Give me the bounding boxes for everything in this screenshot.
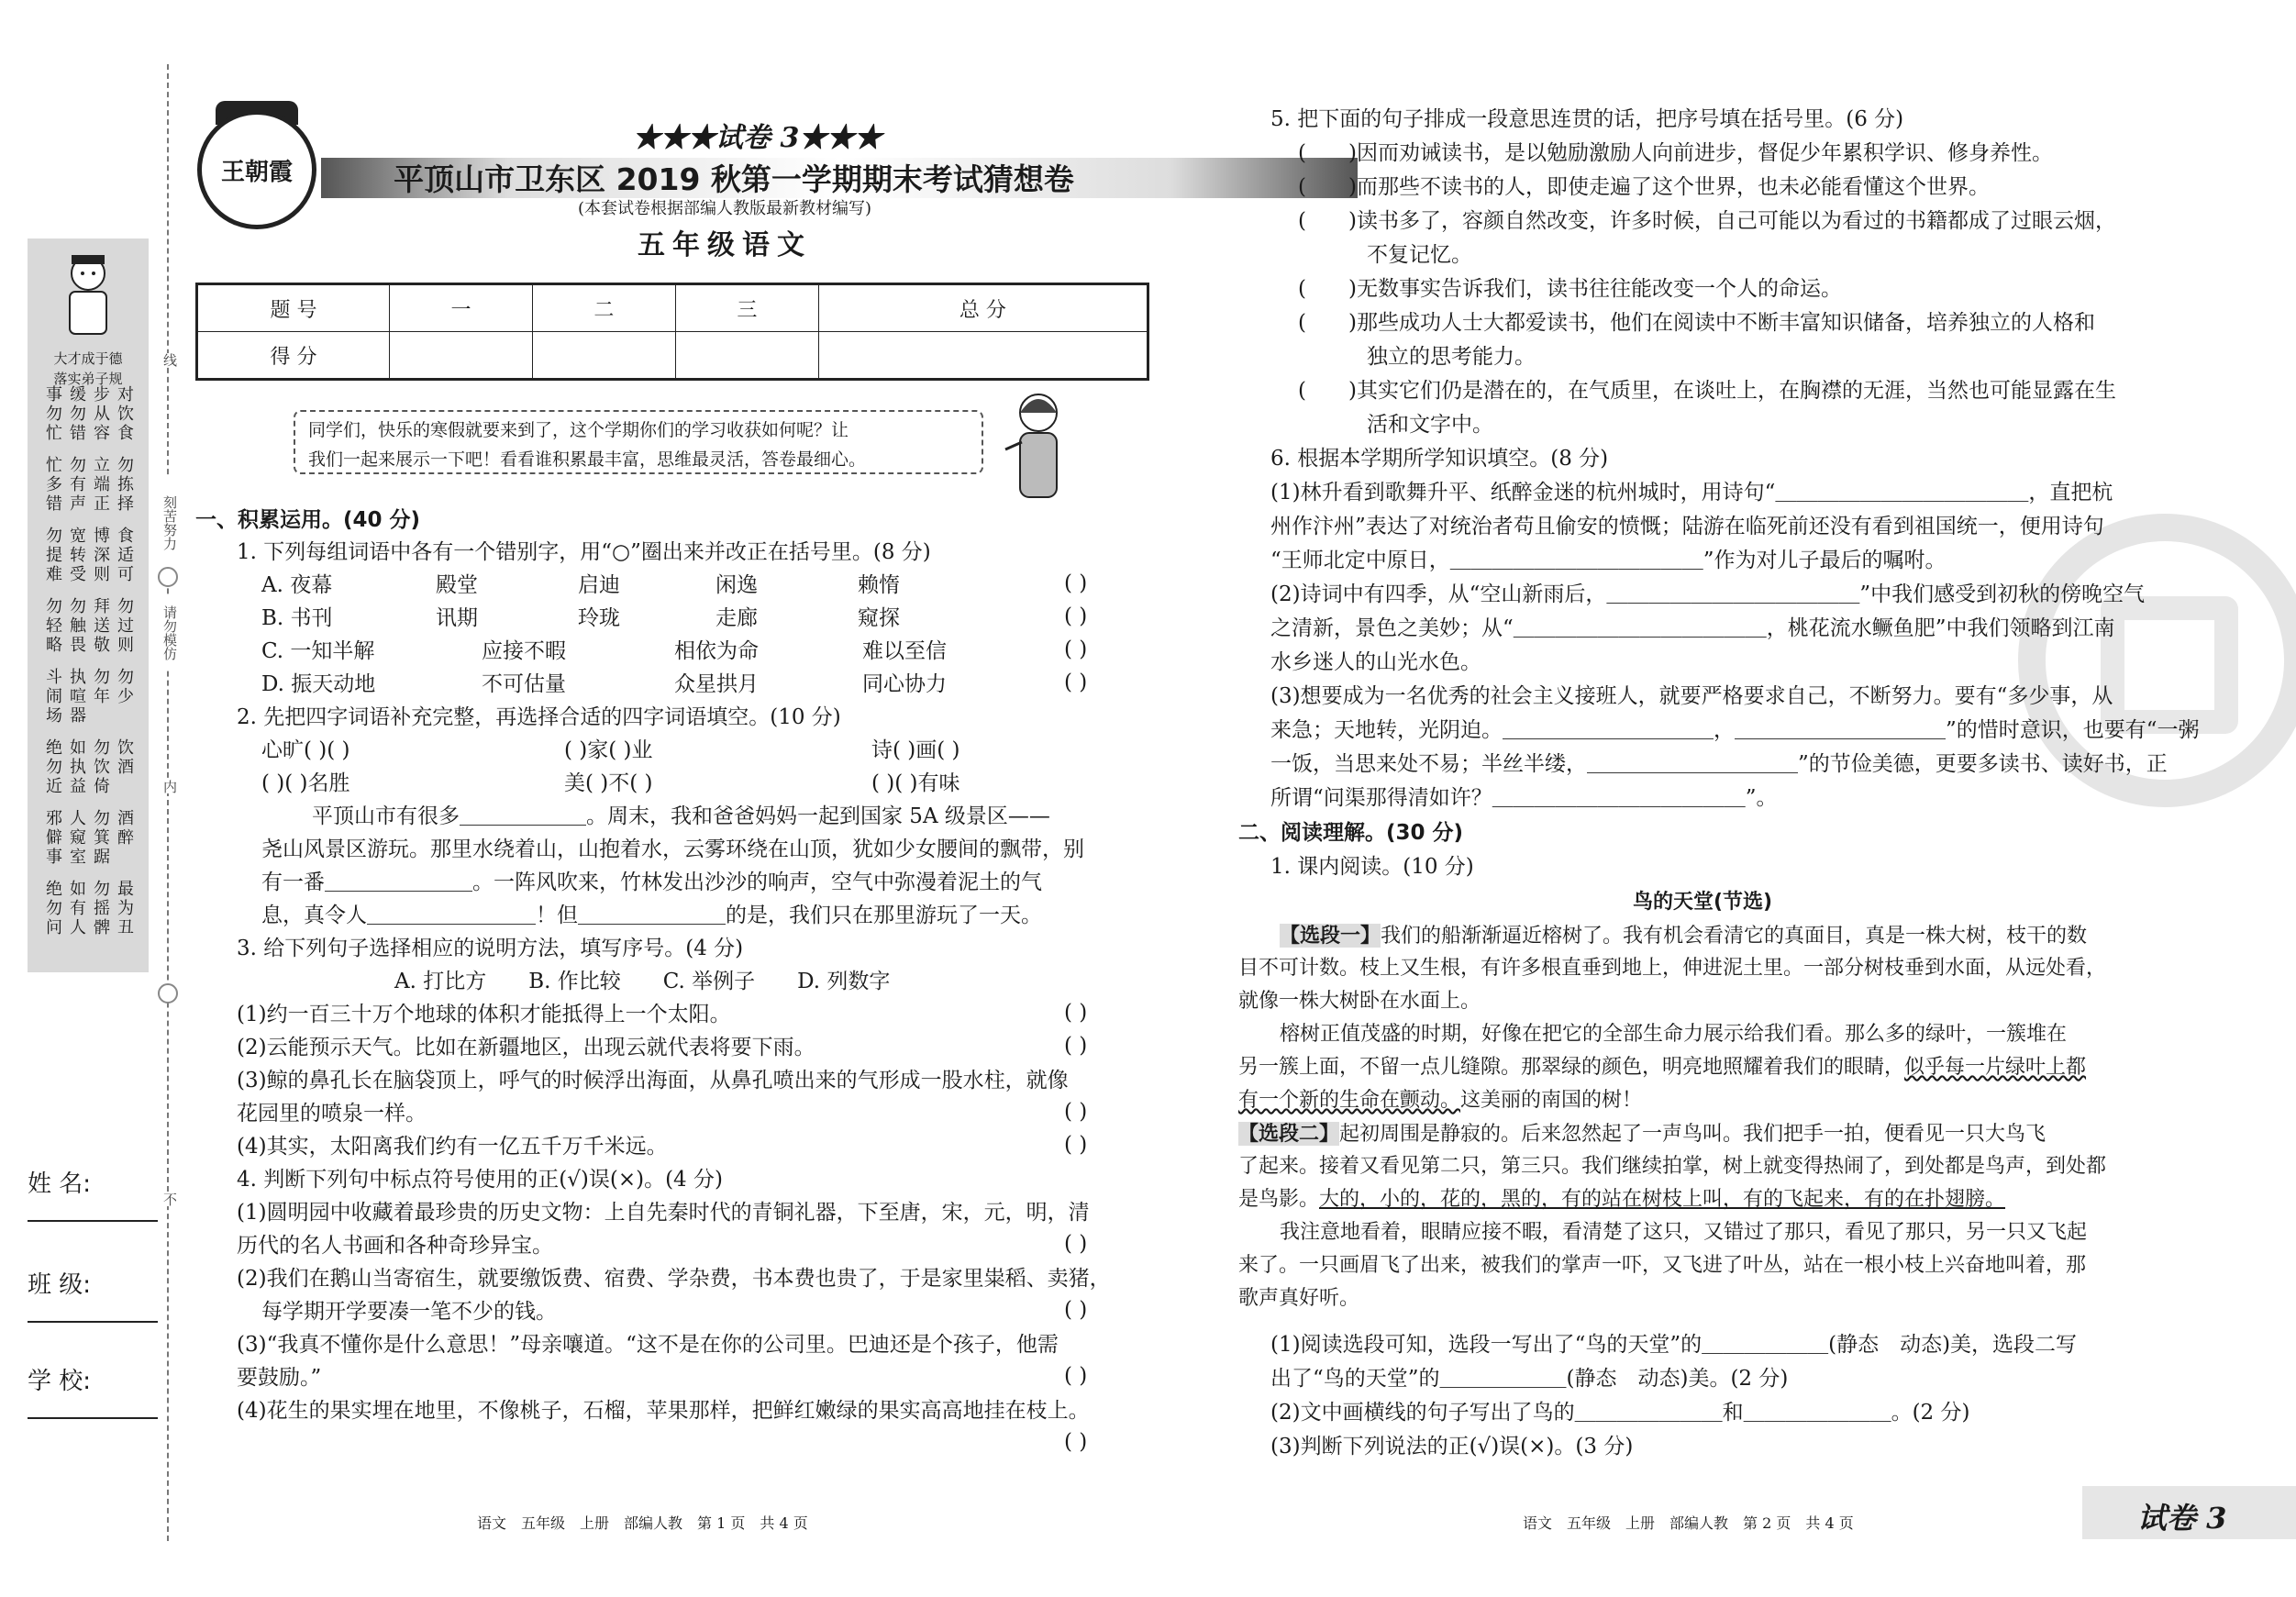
cut-label: 内 [156,780,180,793]
q4-item-cont: 每学期开学要凑一笔不少的钱。 [261,1300,557,1324]
word-option[interactable]: 难以至信 [862,639,947,663]
q6-line[interactable]: 之清新，景色之美妙；从“＿＿＿＿＿＿＿＿＿＿＿＿，桃花流水鳜鱼肥”中我们领略到江南 [1270,616,2115,640]
binding-rule-group [31,456,145,514]
word-option[interactable]: 不可估量 [482,672,566,696]
binding-rule-text: 博深则 [91,527,110,584]
binding-rule-text: 斗闹场 [43,668,62,726]
q5-item[interactable]: ( )无数事实告诉我们，读书往往能改变一个人的命运。 [1298,277,1842,301]
q6-line[interactable]: (2)诗词中有四季，从“空山新雨后，＿＿＿＿＿＿＿＿＿＿＿＿”中我们感受到初秋的傍晚空气 [1270,582,2146,606]
binding-rule-text: 绝勿问 [43,880,62,937]
q4-item: (1)圆明园中收藏着最珍贵的历史文物：上自先秦时代的青铜礼器，下至唐，宋，元，明，清 [237,1201,1090,1225]
child-illustration [55,248,121,339]
binding-rule-text: 步从容 [91,385,110,443]
question-2: 2. 先把四字词语补充完整，再选择合适的四字词语填空。(10 分) [237,705,841,729]
binding-rule-text: 勿饮倚 [91,738,110,796]
word-option[interactable]: 殿堂 [436,573,478,597]
q5-item[interactable]: ( )而那些不读书的人，即使走遍了这个世界，也未必能看懂这个世界。 [1298,175,1990,199]
binding-rule-text: 如执益 [67,738,86,796]
binding-rule-text: 勿箕踞 [91,809,110,867]
passage-line: 有一个新的生命在颤动。这美丽的南国的树！ [1238,1089,1643,1112]
q3-item: (1)约一百三十万个地球的体积才能抵得上一个太阳。 [237,1003,731,1026]
q6-line[interactable]: 一饭，当思来处不易；半丝半缕，＿＿＿＿＿＿＿＿＿＿”的节俭美德，更要多读书、读好书，正 [1270,752,2168,776]
binding-rule-text: 对饮食 [115,385,134,443]
page-footer-right: 语文 五年级 上册 部编人教 第 2 页 共 4 页 [1523,1514,1854,1532]
binding-rule-group [31,880,145,937]
word-option[interactable]: 窥探 [858,606,900,630]
binding-rule-text: 饮酒 [115,738,134,777]
word-option[interactable]: 闲逸 [715,573,758,597]
word-option[interactable]: A. 夜幕 [261,573,333,597]
question-1: 1. 下列每组词语中各有一个错别字，用“○”圈出来并改正在括号里。(8 分) [237,540,931,564]
passage-line: 另一簇上面，不留一点儿缝隙。那翠绿的颜色，明亮地照耀着我们的眼睛，似乎每一片绿叶上都 [1238,1056,2087,1079]
binding-rule-text: 勿轻略 [43,597,62,655]
binding-hole [158,567,178,587]
passage-line: 目不可计数。枝上又生根，有许多根直垂到地上，伸进泥土里。一部分树枝垂到水面，从远处看， [1238,957,2107,980]
answer-paren[interactable]: ( ) [1064,671,1088,694]
passage-line: 有一番＿＿＿＿＿＿＿。一阵风吹来，竹林发出沙沙的响声，空气中弥漫着泥土的气 [261,871,1042,894]
q6-line: (3)想要成为一名优秀的社会主义接班人，就要严格要求自己，不断努力。要有“多少事，从 [1270,684,2113,708]
score-cell[interactable] [675,332,818,380]
binding-rule-text: 勿摇髀 [91,880,110,937]
passage-line: 了起来。接着又看见第二只，第三只。我们继续拍掌，树上就变得热闹了，到处都是鸟声，到处都 [1238,1155,2107,1178]
q6-line[interactable]: (1)林升看到歌舞升平、纸醉金迷的杭州城时，用诗句“＿＿＿＿＿＿＿＿＿＿＿＿，直把杭 [1270,481,2113,505]
passage-line: 是鸟影。大的，小的，花的，黑的，有的站在树枝上叫，有的飞起来，有的在扑翅膀。 [1238,1188,2006,1211]
score-header: 二 [532,284,675,332]
page-footer-left: 语文 五年级 上册 部编人教 第 1 页 共 4 页 [477,1514,808,1532]
passage-line: 【选段二】起初周围是静寂的。后来忽然起了一声鸟叫。我们把手一拍，便看见一只大鸟飞 [1238,1122,2046,1146]
binding-rule-text: 缓勿错 [67,385,86,443]
binding-rule-text: 勿拣择 [115,456,134,514]
idiom-blank[interactable]: ( )家( )业 [564,738,653,762]
score-cell[interactable] [532,332,675,380]
question-3: 3. 给下列句子选择相应的说明方法，填写序号。(4 分) [237,937,744,960]
name-field[interactable] [28,1165,156,1199]
binding-rule-group [31,738,145,796]
answer-paren[interactable]: ( ) [1064,1100,1088,1124]
score-cell[interactable] [818,332,1148,380]
passage-line: 来了。一只画眉飞了出来，被我们的掌声一吓，又飞进了叶丛，站在一根小枝上兴奋地叫着，那 [1238,1254,2087,1277]
notice-line: 我们一起来展示一下吧！看看谁积累最丰富，思维最灵活，答卷最细心。 [308,449,867,470]
passage-line: 平顶山市有很多＿＿＿＿＿＿。周末，我和爸爸妈妈一起到国家 5A 级景区—— [312,804,1050,828]
passage-line: 息，真令人＿＿＿＿＿＿＿＿！但＿＿＿＿＿＿＿的是，我们只在那里游玩了一天。 [261,904,1042,927]
answer-paren[interactable]: ( ) [1064,1232,1088,1256]
q3-item: (3)鲸的鼻孔长在脑袋顶上，呼气的时候浮出海面，从鼻孔喷出来的气形成一股水柱，就像 [237,1069,1069,1092]
reading-q3: (3)判断下列说法的正(√)误(×)。(3 分) [1270,1435,1634,1458]
q6-line: 州作汴州”表达了对统治者苟且偷安的愤慨；陆游在临死前还没有看到祖国统一，便用诗句 [1270,515,2104,538]
q5-item-cont: 不复记忆。 [1367,243,1472,267]
binding-rule-group [31,527,145,584]
q5-item-cont: 活和文字中。 [1367,413,1493,437]
brand-logo: 王朝霞 [197,110,316,229]
score-header: 一 [390,284,533,332]
class-label: 班 级: [28,1271,92,1299]
passage-line: 尧山风景区游玩。那里水绕着山，山抱着水，云雾环绕在山顶，犹如少女腰间的飘带，别 [261,837,1084,861]
passage-title: 鸟的天堂(节选) [1633,891,1773,914]
section-2-heading: 二、阅读理解。(30 分) [1238,821,1464,845]
binding-hole [158,983,178,1004]
answer-paren[interactable]: ( ) [1064,1133,1088,1157]
cut-label: 不 [156,1192,180,1206]
section-1-heading: 一、积累运用。(40 分) [195,508,421,532]
question-6: 6. 根据本学期所学知识填空。(8 分) [1270,447,1609,471]
binding-motto: 大才成于德 落实弟子规 [53,350,123,387]
excerpt-tag: 【选段二】 [1238,1122,1340,1146]
binding-rule-text: 执喧器 [67,668,86,726]
word-option[interactable]: 应接不暇 [482,639,566,663]
word-option[interactable]: 赖惰 [858,573,900,597]
binding-rule-text: 如有人 [67,880,86,937]
word-option[interactable]: 走廊 [715,606,758,630]
binding-rule-group [31,597,145,655]
binding-rule-text: 酒醉 [115,809,134,848]
answer-paren[interactable]: ( ) [1064,1364,1088,1388]
answer-paren[interactable]: ( ) [1064,638,1088,661]
answer-paren[interactable]: ( ) [1064,1298,1088,1322]
exam-tag: 试卷 3 [2137,1501,2227,1536]
binding-rule-text: 勿少 [115,668,134,706]
notice-box [294,410,983,474]
binding-rule-text: 勿触畏 [67,597,86,655]
binding-rule-text: 人窥室 [67,809,86,867]
idiom-blank[interactable]: ( )( )名胜 [261,771,350,795]
passage-line: 【选段一】我们的船渐渐逼近榕树了。我有机会看清它的真面目，真是一株大树，枝干的数 [1280,924,2088,948]
word-option[interactable]: D. 振天动地 [261,672,376,696]
q4-item-cont: 要鼓励。” [237,1366,322,1390]
passage-line: 歌声真好听。 [1238,1287,1360,1310]
answer-paren[interactable]: ( ) [1064,1034,1088,1058]
word-option[interactable]: 讯期 [436,606,478,630]
cut-label: 线 [156,353,180,367]
cut-line [167,64,169,1541]
reading-q1-cont[interactable]: 出了“鸟的天堂”的＿＿＿＿＿＿(静态 动态)美。(2 分) [1270,1367,1789,1391]
q5-item[interactable]: ( )因而劝诫读书，是以勉励激励人向前进步，督促少年累积学识、修身养性。 [1298,141,2053,165]
binding-rules [31,385,145,950]
idiom-blank[interactable]: ( )( )有味 [871,771,960,795]
school-field[interactable] [28,1362,156,1396]
word-option[interactable]: 相依为命 [674,639,759,663]
binding-rule-text: 宽转受 [67,527,86,584]
score-header: 题 号 [197,284,390,332]
passage-line: 榕树正值茂盛的时期，好像在把它的全部生命力展示给我们看。那么多的绿叶，一簇堆在 [1280,1023,2068,1046]
class-field[interactable] [28,1266,156,1300]
q6-line: 水乡迷人的山光水色。 [1270,650,1481,674]
excerpt-tag: 【选段一】 [1280,924,1381,948]
answer-paren[interactable]: ( ) [1064,1430,1088,1454]
word-option[interactable]: 众星拱月 [674,672,759,696]
side-text: 请勿模仿 [156,596,180,670]
answer-paren[interactable]: ( ) [1064,571,1088,595]
q4-item: (4)花生的果实埋在地里，不像桃子，石榴，苹果那样，把鲜红嫩绿的果实高高地挂在枝上。 [237,1399,1090,1423]
binding-rule-text: 勿年 [91,668,110,706]
exam-number: ★★★试卷 3★★★ [633,122,882,154]
score-label: 得 分 [197,332,390,380]
idiom-blank[interactable]: 诗( )画( ) [871,738,960,762]
binding-strip [28,238,149,972]
teacher-illustration [1000,385,1073,505]
binding-rule-text: 绝勿近 [43,738,62,796]
q3-item: (2)云能预示天气。比如在新疆地区，出现云就代表将要下雨。 [237,1036,815,1059]
binding-rule-text: 食适可 [115,527,134,584]
idiom-blank[interactable]: 心旷( )( ) [261,738,350,762]
word-option[interactable]: C. 一知半解 [261,639,375,663]
q5-item[interactable]: ( )读书多了，容颜自然改变，许多时候，自己可能以为看过的书籍都成了过眼云烟， [1298,209,2116,233]
score-cell[interactable] [390,332,533,380]
word-option[interactable]: B. 书刊 [261,606,333,630]
grade-subject: 五年级语文 [638,229,812,261]
word-option[interactable]: 启迪 [578,573,620,597]
answer-paren[interactable]: ( ) [1064,1001,1088,1025]
binding-rule-text: 拜送敬 [91,597,110,655]
side-text: 刻苦努力 [156,477,180,569]
watermark-stamp-inner [2101,596,2238,734]
binding-rule-text: 邪僻事 [43,809,62,867]
binding-rule-text: 勿过则 [115,597,134,655]
q6-line[interactable]: 来急；天地转，光阴迫。＿＿＿＿＿＿＿＿＿＿，＿＿＿＿＿＿＿＿＿＿”的惜时意识，也要有“一粥 [1270,718,2200,742]
binding-rule-group [31,668,145,726]
answer-paren[interactable]: ( ) [1064,604,1088,628]
notice-line: 同学们，快乐的寒假就要来到了，这个学期你们的学习收获如何呢？让 [308,420,849,440]
passage-line: 我注意地看着，眼睛应接不暇，看清楚了这只，又错过了那只，看见了那只，另一只又飞起 [1280,1221,2088,1244]
binding-rule-text: 忙多错 [43,456,62,514]
question-5: 5. 把下面的句子排成一段意思连贯的话，把序号填在括号里。(6 分) [1270,107,1904,131]
reading-q2[interactable]: (2)文中画横线的句子写出了鸟的＿＿＿＿＿＿＿和＿＿＿＿＿＿＿。(2 分) [1270,1401,1970,1425]
q5-item-cont: 独立的思考能力。 [1367,345,1536,369]
binding-rule-text: 最为丑 [115,880,134,937]
score-header: 总 分 [818,284,1148,332]
q4-item: (3)“我真不懂你是什么意思！”母亲嚷道。“这不是在你的公司里。巴迪还是个孩子，他需 [237,1333,1059,1357]
score-table [195,283,1149,381]
binding-rule-text: 勿有声 [67,456,86,514]
binding-rule-group [31,385,145,443]
page-subtitle: (本套试卷根据部编人教版最新教材编写) [577,199,872,218]
question-4: 4. 判断下列句中标点符号使用的正(√)误(×)。(4 分) [237,1168,723,1192]
q6-line[interactable]: “王师北定中原日，＿＿＿＿＿＿＿＿＿＿＿＿”作为对儿子最后的嘱咐。 [1270,549,1947,572]
method-options: A. 打比方 B. 作比较 C. 举例子 D. 列数字 [394,970,891,993]
binding-rule-text: 立端正 [91,456,110,514]
q6-line[interactable]: 所谓“问渠那得清如许？＿＿＿＿＿＿＿＿＿＿＿＿”。 [1270,786,1778,810]
binding-rule-text: 勿提难 [43,527,62,584]
idiom-blank[interactable]: 美( )不( ) [564,771,653,795]
q5-item[interactable]: ( )那些成功人士大都爱读书，他们在阅读中不断丰富知识储备，培养独立的人格和 [1298,311,2095,335]
reading-1: 1. 课内阅读。(10 分) [1270,855,1474,879]
page-title: 平顶山市卫东区 2019 秋第一学期期末考试猜想卷 [394,161,1074,197]
word-option[interactable]: 同心协力 [862,672,947,696]
q5-item[interactable]: ( )其实它们仍是潜在的，在气质里，在谈吐上，在胸襟的无涯，当然也可能显露在生 [1298,379,2116,403]
word-option[interactable]: 玲珑 [578,606,620,630]
binding-rule-text: 事勿忙 [43,385,62,443]
q4-item: (2)我们在鹅山当寄宿生，就要缴饭费、宿费、学杂费，书本费也贵了，于是家里粜稻、卖猪， [237,1267,1111,1291]
q3-item-cont: 花园里的喷泉一样。 [237,1102,427,1126]
name-label: 姓 名: [28,1170,92,1198]
passage-line: 就像一株大树卧在水面上。 [1238,990,1481,1013]
school-label: 学 校: [28,1368,92,1395]
binding-rule-group [31,809,145,867]
reading-q1[interactable]: (1)阅读选段可知，选段一写出了“鸟的天堂”的＿＿＿＿＿＿(静态 动态)美，选段二写 [1270,1333,2078,1357]
score-header: 三 [675,284,818,332]
q3-item: (4)其实，太阳离我们约有一亿五千万千米远。 [237,1135,668,1159]
q4-item-cont: 历代的名人书画和各种奇珍异宝。 [237,1234,553,1258]
